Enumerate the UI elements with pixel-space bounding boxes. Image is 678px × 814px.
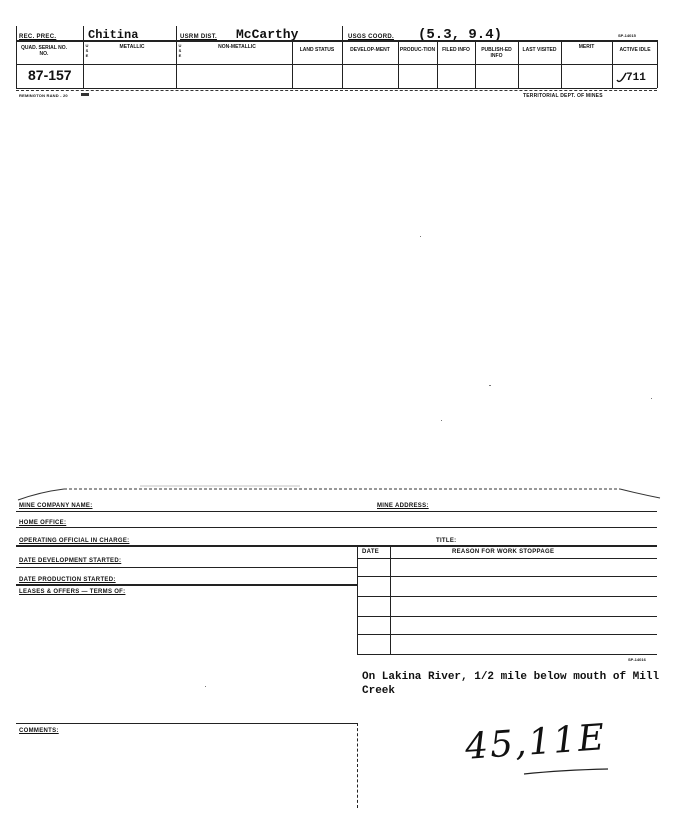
table-row-rule: [357, 616, 657, 617]
v-after-land: [342, 26, 343, 88]
speck: [489, 385, 491, 386]
col-land-status: LAND STATUS: [299, 47, 335, 53]
comments-label: COMMENTS:: [19, 728, 59, 734]
row-rule: [16, 545, 657, 547]
row-rule: [16, 723, 357, 724]
col-metallic: METALLIC: [119, 44, 145, 50]
v-border-right: [657, 40, 658, 88]
row-rule: [16, 567, 357, 568]
home-office-label: HOME OFFICE:: [19, 520, 67, 526]
table-row-rule: [357, 654, 657, 655]
usgs-coord-label: USGS COORD.: [348, 34, 394, 40]
handwritten-note: 45,11E: [463, 717, 608, 768]
form-number-top: SP-14015: [618, 33, 636, 38]
col-last-visited: LAST VISITED: [522, 47, 557, 53]
usgs-coord-value: (5.3, 9.4): [418, 27, 503, 43]
rec-prec-label: REC. PREC.: [19, 34, 57, 40]
col-quad-serial: QUAD. SERIAL NO. NO.: [20, 45, 68, 57]
checkmark-icon: [616, 72, 628, 86]
rec-prec-value: Chitina: [88, 28, 139, 42]
col-production: PRODUC-TION: [399, 47, 436, 53]
date-development-label: DATE DEVELOPMENT STARTED:: [19, 558, 122, 564]
territorial-label: TERRITORIAL DEPT. OF MINES: [523, 93, 603, 99]
v-border-left: [16, 26, 17, 88]
table-date-border: [390, 545, 391, 654]
speck: [420, 236, 421, 237]
date-production-label: DATE PRODUCTION STARTED:: [19, 577, 116, 583]
usgs-dist-label: USRM DIST.: [180, 34, 218, 40]
form-number-back: SP-14016: [628, 657, 646, 662]
leases-offers-label: LEASES & OFFERS — TERMS OF:: [19, 589, 126, 595]
table-row-rule: [357, 634, 657, 635]
row-rule: [16, 584, 357, 586]
active-idle-value: 711: [626, 72, 646, 84]
table-row-rule: [357, 596, 657, 597]
handwritten-underline: [522, 766, 612, 780]
small-mark: [81, 93, 89, 96]
table-row-rule: [357, 558, 657, 559]
mine-address-label: MINE ADDRESS:: [377, 503, 429, 509]
table-row-rule: [357, 576, 657, 577]
operating-official-label: OPERATING OFFICIAL IN CHARGE:: [19, 538, 130, 544]
comments-divider: [357, 723, 358, 808]
row-rule: [16, 511, 657, 512]
col-development: DEVELOP-MENT: [350, 47, 390, 53]
col-filed-info: FILED INFO: [442, 47, 470, 53]
col-u-metallic: U S E: [85, 43, 89, 58]
date-column-header: DATE: [362, 549, 380, 555]
top-card-dashed-rule: [16, 90, 657, 91]
title-label: TITLE:: [436, 538, 457, 544]
speck: [441, 420, 442, 421]
data-row-rule: [16, 88, 657, 89]
quad-serial-value: 87-157: [28, 67, 72, 83]
location-note: On Lakina River, 1/2 mile below mouth of Mill Creek: [362, 671, 660, 697]
table-left-border: [357, 545, 358, 654]
v-after-merit: [612, 40, 613, 88]
card-edge: [0, 480, 678, 502]
mine-company-name-label: MINE COMPANY NAME:: [19, 503, 93, 509]
reason-column-header: REASON FOR WORK STOPPAGE: [452, 549, 555, 555]
remington-label: REMINGTON RAND - 20: [19, 93, 68, 98]
usgs-dist-value: McCarthy: [236, 27, 299, 42]
col-u-nonmetallic: U S E: [178, 43, 182, 58]
speck: [205, 686, 206, 687]
col-published-info: PUBLISH-ED INFO: [481, 47, 512, 59]
col-non-metallic: NON-METALLIC: [218, 44, 256, 50]
row-rule: [16, 527, 657, 528]
v-after-nonmetallic: [292, 40, 293, 88]
col-merit: MERIT: [578, 44, 595, 50]
col-active-idle: ACTIVE IDLE: [619, 47, 651, 53]
speck: [651, 398, 652, 399]
